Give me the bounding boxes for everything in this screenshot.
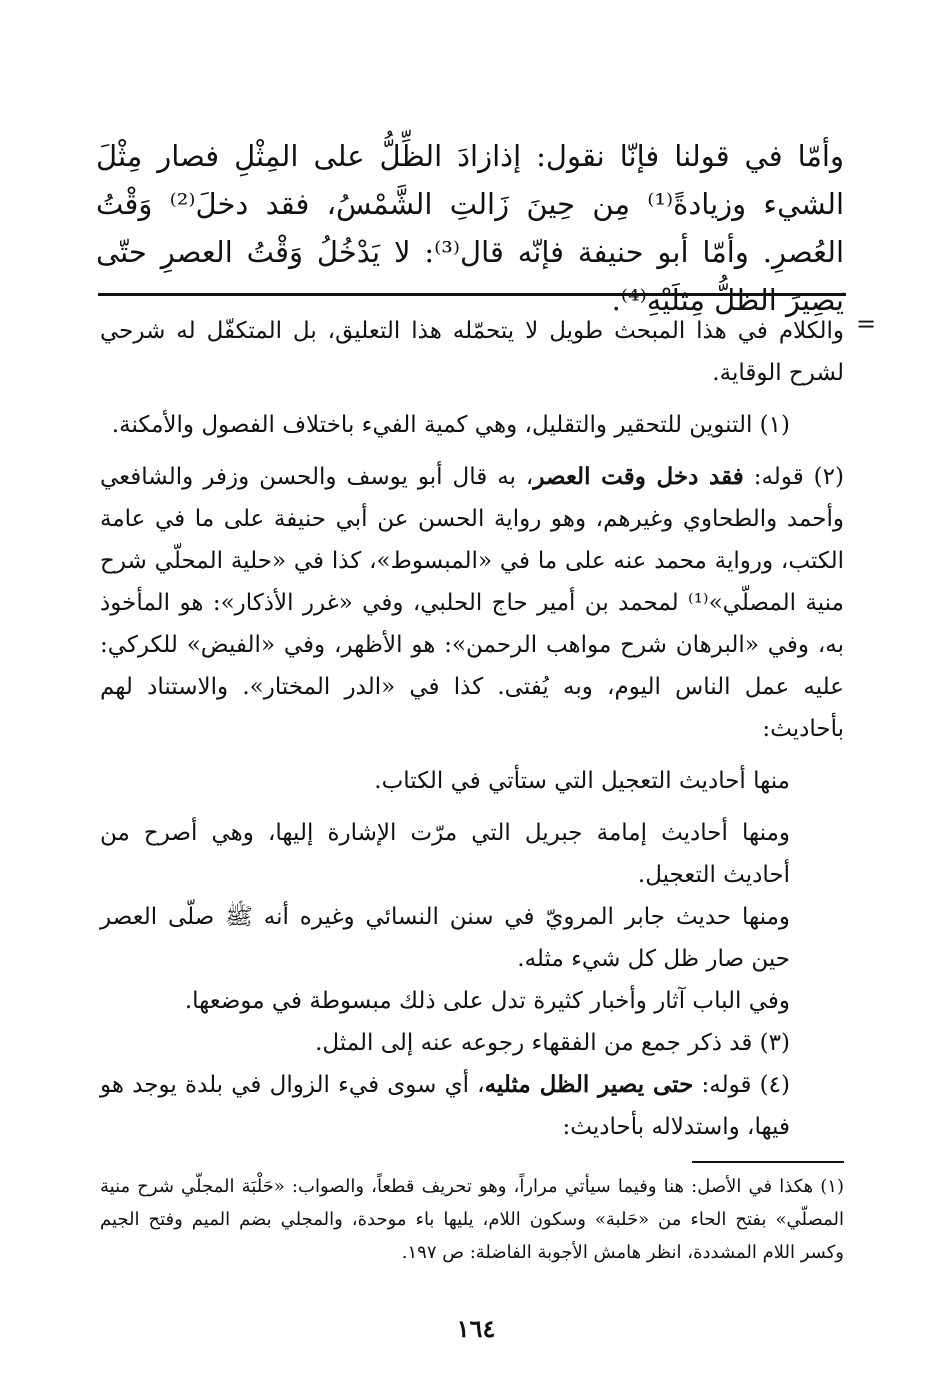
footnote-rule bbox=[692, 1161, 844, 1163]
note-1: (١) التنوين للتحقير والتقليل، وهي كمية الفيء باختلاف الفصول والأمكنة. bbox=[111, 412, 790, 438]
note-2-para-b: ومنها أحاديث إمامة جبريل التي مرّت الإشارة إليها، وهي أصرح من أحاديث التعجيل. bbox=[100, 820, 790, 888]
continuation-marker: = bbox=[856, 310, 877, 338]
note-3: (٣) قد ذكر جمع من الفقهاء رجوعه عنه إلى المثل. bbox=[315, 1030, 790, 1056]
note-4-body: ، أي سوى فيء الزوال في بلدة يوجد هو فيها، واستدلاله بأحاديث: bbox=[100, 1072, 790, 1140]
note-2-prefix: (٢) قوله: bbox=[743, 464, 844, 490]
note-continuation: والكلام في هذا المبحث طويل لا يتحمّله هذا التعليق، بل المتكفّل له شرحي لشرح الوقاية. bbox=[100, 318, 844, 386]
main-text: وأمّا في قولنا فإنّا نقول: إذازادَ الظِّلُّ على المِثْلِ فصار مِثْلَ الشيء وزيادةً⁽¹⁾ مِن حِينَ زَالتِ الشَّمْسُ، فقد دخلَ⁽²⁾ وَقْتُ العُصرِ. وأمّا أبو حنيفة فإنّه قال⁽³⁾: لا يَدْخُلُ وَقْتُ العصرِ حتّى يَصِيرَ الظلُّ مِثلَيْهِ⁽⁴⁾. bbox=[96, 139, 844, 317]
note-2-lemma: فقد دخل وقت العصر bbox=[533, 463, 744, 490]
note-4-lemma: حتى يصير الظل مثليه bbox=[484, 1071, 694, 1098]
note-4-prefix: (٤) قوله: bbox=[693, 1072, 790, 1098]
note-2 bbox=[100, 456, 844, 750]
note-2-body: ، به قال أبو يوسف والحسن وزفر والشافعي وأحمد والطحاوي وغيرهم، وهو رواية الحسن عن أبي حنيفة على ما في عامة الكتب، ورواية محمد عنه على ما في «المبسوط»، كذا في «حلية المحلّي شرح منية المصلّي»⁽¹⁾ لمحمد بن أمير حاج الحلبي، وفي «غرر الأذكار»: هو المأخوذ به، وفي «البرهان شرح مواهب الرحمن»: هو الأظهر، وفي «الفيض» للكركي: عليه عمل الناس اليوم، وبه يُفتى. كذا في «الدر المختار». والاستناد لهم بأحاديث: bbox=[100, 464, 844, 742]
page-number: ١٦٤ bbox=[456, 1314, 496, 1343]
footnote: (١) هكذا في الأصل: هنا وفيما سيأتي مراراً، وهو تحريف قطعاً، والصواب: «حَلْبَة المجلّي شرح منية المصلّي» بفتح الحاء من «حَلبة» وسكون اللام، يليها باء موحدة، والمجلي بضم الميم وفتح الجيم وكسر اللام المشددة، انظر هامش الأجوبة الفاضلة: ص ١٩٧. bbox=[100, 1176, 844, 1263]
note-2-para-d: وفي الباب آثار وأخبار كثيرة تدل على ذلك مبسوطة في موضعها. bbox=[184, 988, 790, 1014]
commentary-notes bbox=[100, 310, 844, 1148]
note-2-para-c: ومنها حديث جابر المرويّ في سنن النسائي وغيره أنه ﷺ صلّى العصر حين صار ظل كل شيء مثله. bbox=[100, 904, 790, 972]
note-2-para-a: منها أحاديث التعجيل التي ستأتي في الكتاب. bbox=[374, 768, 790, 794]
note-4 bbox=[100, 1064, 844, 1148]
separator-rule bbox=[98, 293, 846, 296]
